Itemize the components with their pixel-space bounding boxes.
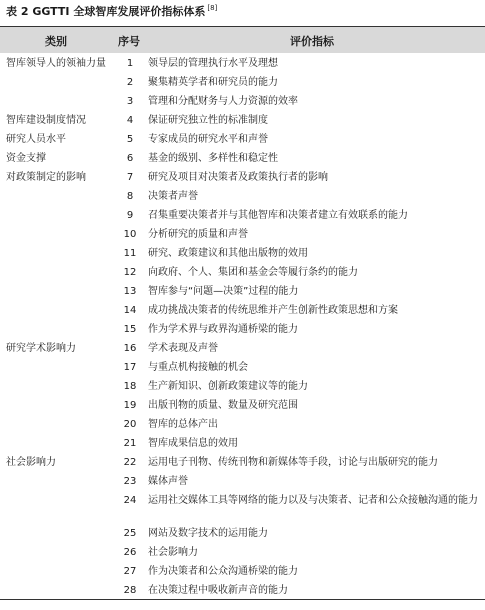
row-indicator: 作为决策者和公众沟通桥梁的能力 xyxy=(148,566,298,577)
row-indicator: 运用社交媒体工具等网络的能力以及与决策者、记者和公众接触沟通的能力 xyxy=(148,495,478,506)
row-indicator: 向政府、个人、集团和基金会等履行条约的能力 xyxy=(148,267,358,278)
row-category: 研究学术影响力 xyxy=(6,343,76,354)
row-number: 5 xyxy=(126,134,134,145)
row-indicator: 管理和分配财务与人力资源的效率 xyxy=(148,96,298,107)
row-category: 智库领导人的领袖力量 xyxy=(6,58,106,69)
row-category: 资金支撑 xyxy=(6,153,46,164)
reference-marker: [8] xyxy=(207,4,218,13)
row-indicator: 在决策过程中吸收新声音的能力 xyxy=(148,585,288,596)
table-row xyxy=(0,110,485,129)
table-row xyxy=(0,471,485,490)
row-number: 18 xyxy=(123,381,137,392)
table-row xyxy=(0,433,485,452)
row-number: 11 xyxy=(123,248,137,259)
row-indicator: 智库的总体产出 xyxy=(148,419,218,430)
table-row xyxy=(0,561,485,580)
row-indicator: 网站及数字技术的运用能力 xyxy=(148,528,268,539)
row-indicator: 保证研究独立性的标准制度 xyxy=(148,115,268,126)
table-row xyxy=(0,224,485,243)
row-number: 19 xyxy=(123,400,137,411)
row-number: 8 xyxy=(126,191,134,202)
row-number: 26 xyxy=(123,547,137,558)
row-indicator: 基金的级别、多样性和稳定性 xyxy=(148,153,278,164)
table-row xyxy=(0,376,485,395)
row-category: 社会影响力 xyxy=(6,457,56,468)
row-indicator: 研究、政策建议和其他出版物的效用 xyxy=(148,248,308,259)
row-number: 16 xyxy=(123,343,137,354)
row-number: 13 xyxy=(123,286,137,297)
row-indicator: 成功挑战决策者的传统思维并产生创新性政策思想和方案 xyxy=(148,305,398,316)
row-indicator: 作为学术界与政界沟通桥梁的能力 xyxy=(148,324,298,335)
row-number: 12 xyxy=(123,267,137,278)
row-indicator: 出版刊物的质量、数量及研究范围 xyxy=(148,400,298,411)
table-row xyxy=(0,300,485,319)
row-indicator: 聚集精英学者和研究员的能力 xyxy=(148,77,278,88)
row-number: 25 xyxy=(123,528,137,539)
row-indicator: 社会影响力 xyxy=(148,547,198,558)
table-caption xyxy=(6,3,217,19)
table-row xyxy=(0,129,485,148)
row-number: 23 xyxy=(123,476,137,487)
table-row xyxy=(0,523,485,542)
row-indicator: 决策者声誉 xyxy=(148,191,198,202)
row-number: 24 xyxy=(123,495,137,506)
table-row xyxy=(0,91,485,110)
table-body xyxy=(0,53,485,600)
row-category: 研究人员水平 xyxy=(6,134,66,145)
table-row xyxy=(0,542,485,561)
table-row xyxy=(0,262,485,281)
row-indicator: 生产新知识、创新政策建议等的能力 xyxy=(148,381,308,392)
table-row xyxy=(0,319,485,338)
row-number: 27 xyxy=(123,566,137,577)
row-number: 6 xyxy=(126,153,134,164)
table-row xyxy=(0,205,485,224)
row-indicator: 智库参与“问题—决策”过程的能力 xyxy=(148,286,299,297)
row-indicator: 运用电子刊物、传统刊物和新媒体等手段，讨论与出版研究的能力 xyxy=(148,457,438,468)
row-number: 3 xyxy=(126,96,134,107)
table-row xyxy=(0,167,485,186)
row-indicator: 研究及项目对决策者及政策执行者的影响 xyxy=(148,172,328,183)
row-number: 4 xyxy=(126,115,134,126)
row-number: 9 xyxy=(126,210,134,221)
table-row xyxy=(0,490,485,523)
header-number: 序号 xyxy=(118,35,140,48)
table-header xyxy=(0,27,485,53)
table-row xyxy=(0,186,485,205)
row-indicator: 领导层的管理执行水平及理想 xyxy=(148,58,278,69)
table-row xyxy=(0,580,485,599)
row-number: 28 xyxy=(123,585,137,596)
table-row xyxy=(0,148,485,167)
row-indicator: 召集重要决策者并与其他智库和决策者建立有效联系的能力 xyxy=(148,210,408,221)
row-number: 2 xyxy=(126,77,134,88)
row-indicator: 媒体声誉 xyxy=(148,476,188,487)
row-number: 20 xyxy=(123,419,137,430)
row-number: 7 xyxy=(126,172,134,183)
table-row xyxy=(0,53,485,72)
row-number: 22 xyxy=(123,457,137,468)
table-row xyxy=(0,395,485,414)
row-number: 17 xyxy=(123,362,137,373)
row-indicator: 智库成果信息的效用 xyxy=(148,438,238,449)
header-indicator: 评价指标 xyxy=(290,35,334,48)
table-row xyxy=(0,243,485,262)
row-indicator: 与重点机构接触的机会 xyxy=(148,362,248,373)
table-row xyxy=(0,338,485,357)
row-indicator: 分析研究的质量和声誉 xyxy=(148,229,248,240)
indicator-table xyxy=(0,26,485,600)
row-indicator: 学术表现及声誉 xyxy=(148,343,218,354)
row-number: 15 xyxy=(123,324,137,335)
table-row xyxy=(0,357,485,376)
row-number: 21 xyxy=(123,438,137,449)
row-indicator: 专家成员的研究水平和声誉 xyxy=(148,134,268,145)
table-row xyxy=(0,72,485,91)
table-row xyxy=(0,452,485,471)
row-category: 智库建设制度情况 xyxy=(6,115,86,126)
table-title: 表 2 GGTTI 全球智库发展评价指标体系 xyxy=(6,5,206,18)
table-row xyxy=(0,281,485,300)
row-number: 1 xyxy=(126,58,134,69)
row-category: 对政策制定的影响 xyxy=(6,172,86,183)
row-number: 10 xyxy=(123,229,137,240)
header-category: 类别 xyxy=(45,35,67,48)
row-number: 14 xyxy=(123,305,137,316)
table-row xyxy=(0,414,485,433)
